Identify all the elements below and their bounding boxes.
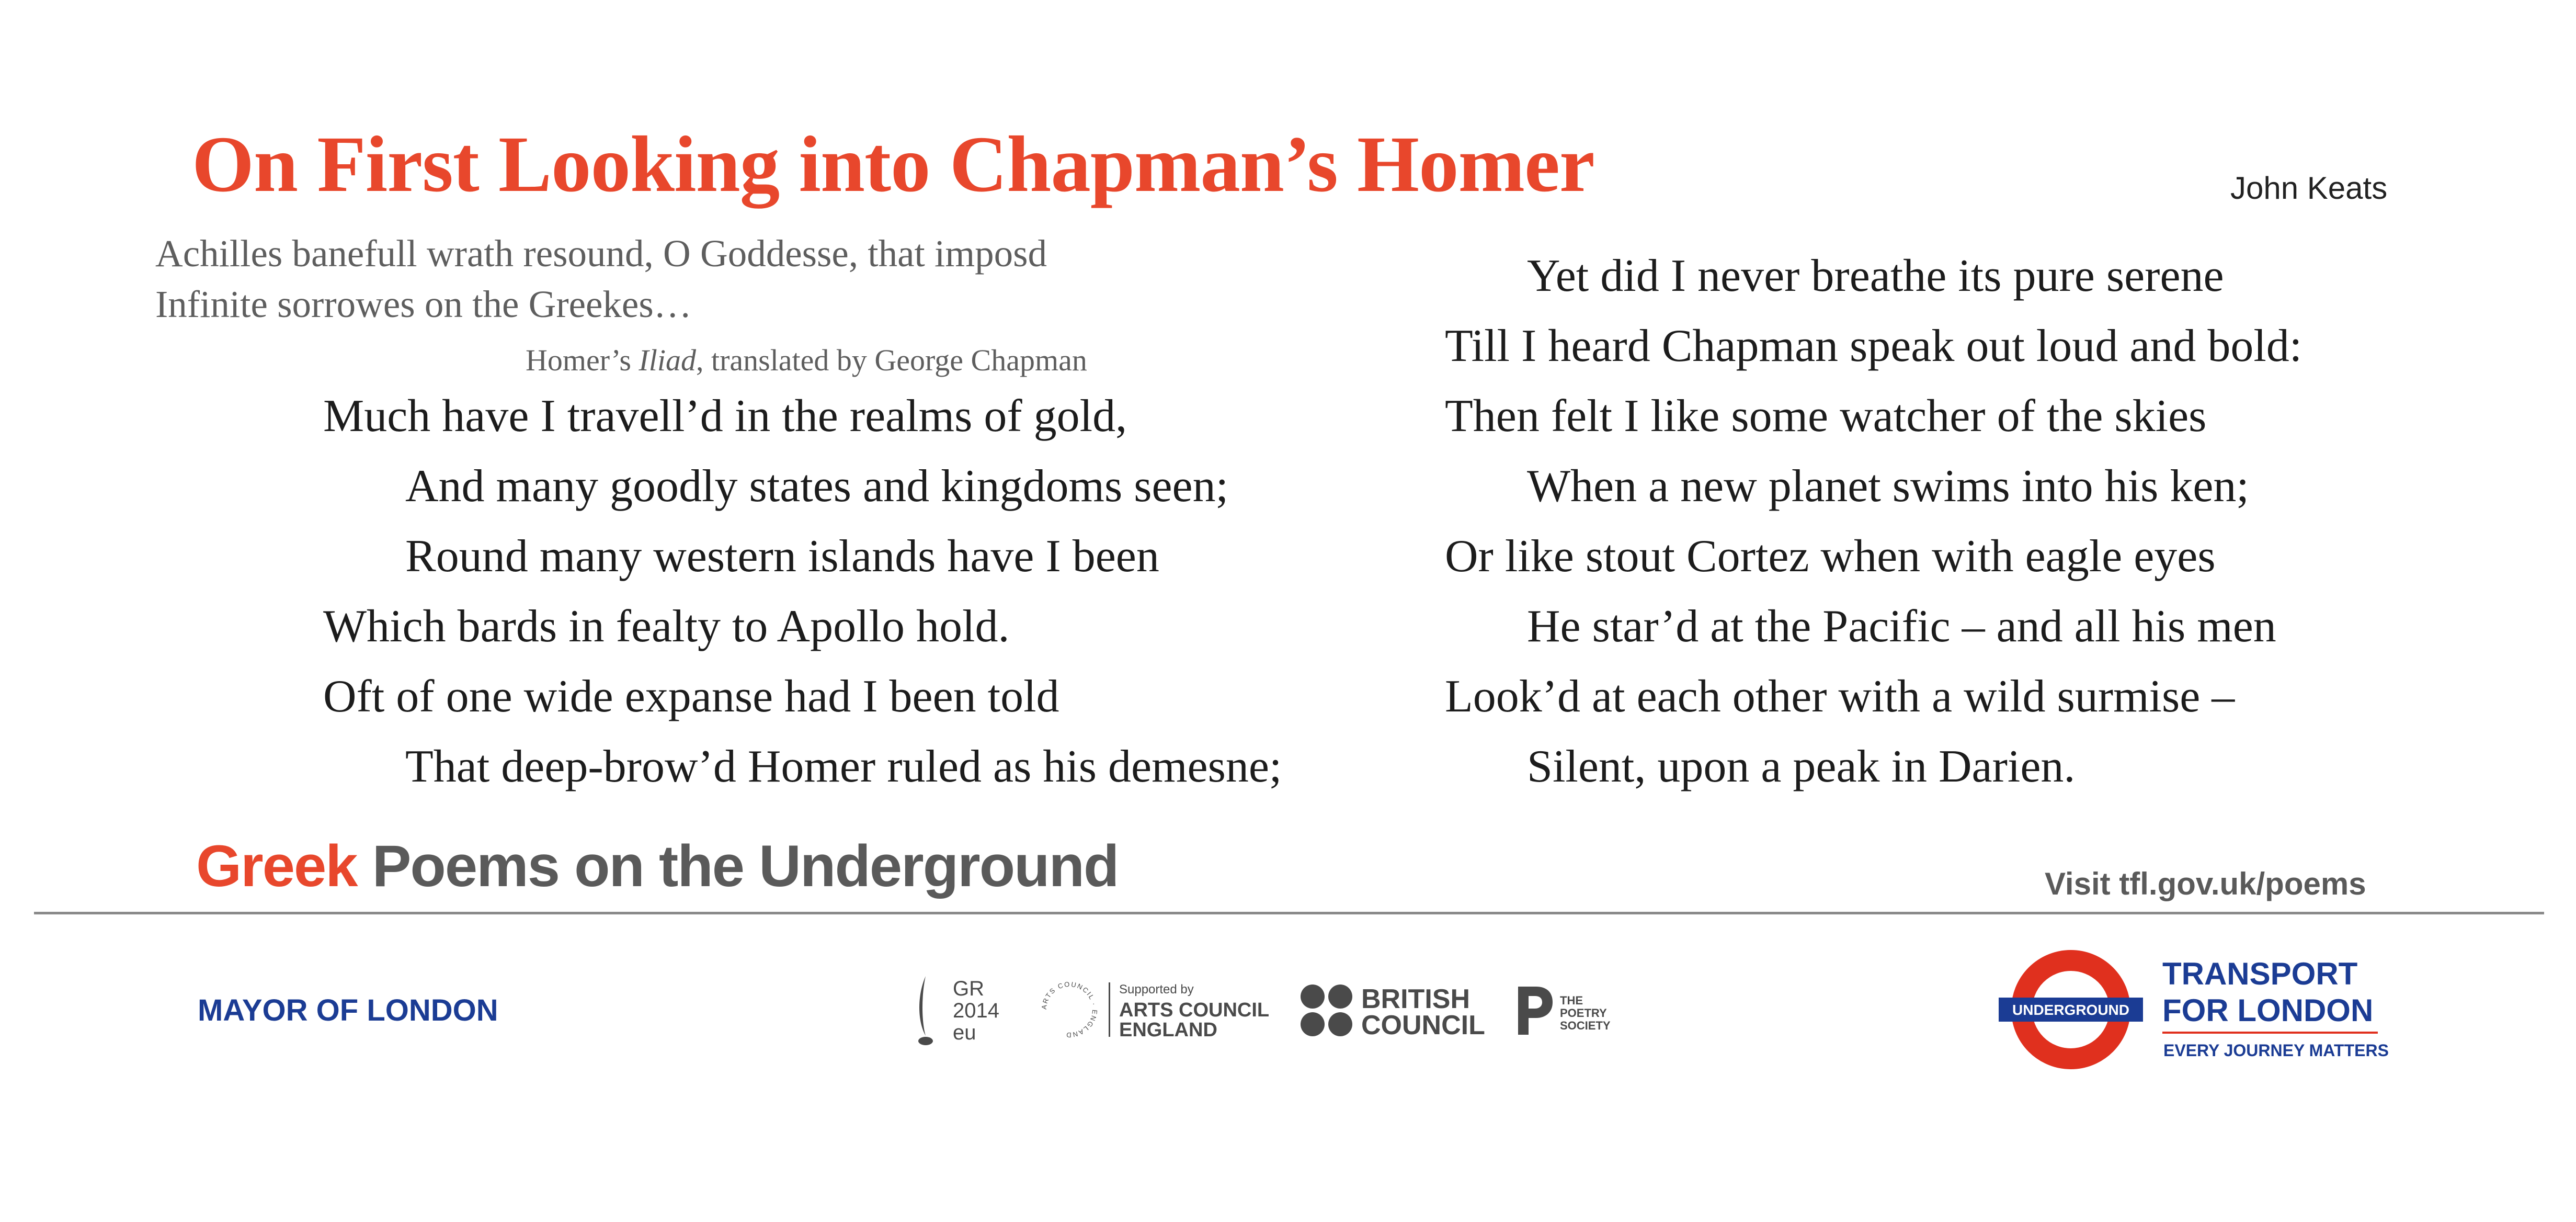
british-council-logo: BRITISH COUNCIL: [1300, 983, 1488, 1041]
series-title: [196, 833, 1119, 899]
poem-line: And many goodly states and kingdoms seen;: [405, 461, 1229, 512]
poem-author: John Keats: [2230, 171, 2388, 206]
poem-line: Much have I travell’d in the realms of gold,: [323, 391, 1127, 442]
series-rest: Poems on the Underground: [372, 833, 1119, 899]
poem-title: On First Looking into Chapman’s Homer: [192, 120, 1594, 209]
gr2014-mark-icon: [910, 974, 941, 1047]
tfl-name-line-1: TRANSPORT: [2162, 956, 2358, 991]
poem-line: Round many western islands have I been: [405, 531, 1159, 582]
arts-council-logo: ARTS COUNCIL · ENGLAND Supported by ARTS COUNCIL ENGLAND: [1038, 978, 1268, 1041]
series-accent-word: Greek: [196, 833, 357, 899]
gr2014-logo: GR 2014 eu: [910, 974, 1015, 1047]
british-council-dots-icon: [1300, 983, 1354, 1038]
poem-line: Then felt I like some watcher of the skies: [1445, 391, 2207, 442]
poem-line: Silent, upon a peak in Darien.: [1527, 741, 2076, 792]
epigraph-attribution: Homer’s Iliad, translated by George Chapman: [526, 343, 1087, 377]
svg-text:ARTS COUNCIL · ENGLAND: ARTS COUNCIL · ENGLAND: [1040, 980, 1099, 1039]
poem-line: Yet did I never breathe its pure serene: [1527, 251, 2224, 301]
divider: [34, 912, 2544, 914]
poem-line: When a new planet swims into his ken;: [1527, 461, 2249, 512]
tfl-name-line-2: FOR LONDON: [2162, 993, 2374, 1028]
tfl-red-bar: [2162, 1032, 2378, 1034]
poem-line: Oft of one wide expanse had I been told: [323, 671, 1059, 722]
epigraph-line-1: Achilles banefull wrath resound, O Goddesse, that imposd: [155, 232, 1047, 275]
poem-line: Which bards in fealty to Apollo hold.: [323, 601, 1010, 652]
poetry-society-logo: THE POETRY SOCIETY: [1514, 982, 1618, 1040]
epigraph-line-2: Infinite sorrowes on the Greekes…: [155, 283, 692, 325]
tfl-tagline: EVERY JOURNEY MATTERS: [2163, 1041, 2389, 1060]
arts-council-ring-icon: [1038, 978, 1101, 1041]
poem-line: He star’d at the Pacific – and all his men: [1527, 601, 2276, 652]
poem-line: Till I heard Chapman speak out loud and bold:: [1445, 321, 2303, 371]
mayor-of-london-logo: MAYOR OF LONDON: [198, 993, 498, 1027]
poem-line: Look’d at each other with a wild surmise –: [1445, 671, 2235, 722]
underground-roundel-logo: [1998, 949, 2144, 1070]
svg-text:UNDERGROUND: UNDERGROUND: [2012, 1002, 2129, 1018]
poem-line: That deep-brow’d Homer ruled as his demesne;: [405, 741, 1282, 792]
poem-line: Or like stout Cortez when with eagle eyes: [1445, 531, 2216, 582]
roundel-icon: [1998, 949, 2144, 1070]
poetry-society-p-icon: [1514, 982, 1556, 1037]
visit-link[interactable]: Visit tfl.gov.uk/poems: [2045, 866, 2366, 901]
